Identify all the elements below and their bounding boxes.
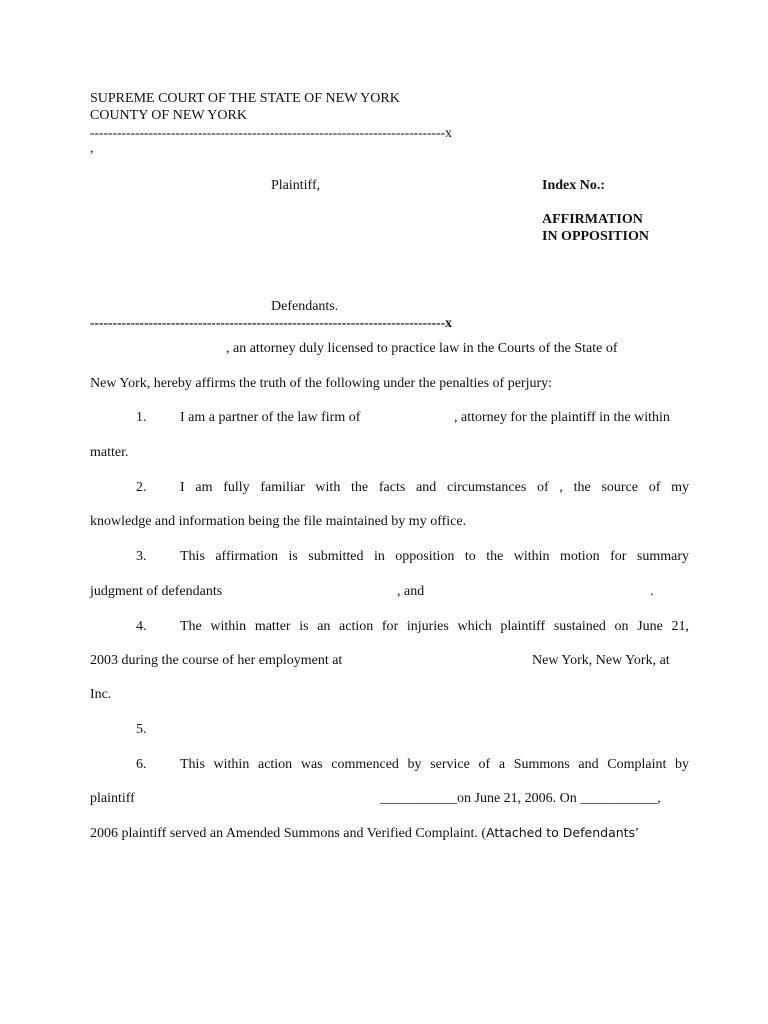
paragraph-number-6: 6. bbox=[136, 757, 147, 772]
caption-rule-top: -------------------------------------------------------------------------------x bbox=[90, 125, 452, 140]
paragraph-number-1: 1. bbox=[136, 410, 147, 425]
paragraph-3-line-1: This affirmation is submitted in opposition to the within motion for summary bbox=[180, 549, 689, 564]
paragraph-number-5: 5. bbox=[136, 722, 147, 737]
paragraph-6-line-2a: plaintiff bbox=[90, 791, 135, 806]
index-number-label: Index No.: bbox=[542, 178, 606, 193]
paragraph-6-line-3b: Attached to Defendants’ bbox=[486, 825, 640, 840]
paragraph-6-line-2b: ___________on June 21, 2006. On ___________, bbox=[380, 791, 661, 806]
paragraph-4-line-1: The within matter is an action for injuries which plaintiff sustained on June 21, bbox=[180, 619, 689, 634]
paragraph-4-line-2a: 2003 during the course of her employment at bbox=[90, 653, 343, 668]
county-name: COUNTY OF NEW YORK bbox=[90, 108, 247, 123]
caption-rule-bottom: -------------------------------------------------------------------------------x bbox=[90, 315, 452, 330]
paragraph-6-line-3 bbox=[90, 825, 639, 842]
paragraph-2-line-2: knowledge and information being the file maintained by my office. bbox=[90, 514, 467, 529]
paragraph-1-text-a: I am a partner of the law firm of bbox=[180, 410, 361, 425]
paragraph-number-4: 4. bbox=[136, 619, 147, 634]
paragraph-number-2: 2. bbox=[136, 480, 147, 495]
paragraph-1-line-2: matter. bbox=[90, 445, 129, 460]
intro-line-1: , an attorney duly licensed to practice law in the Courts of the State of bbox=[226, 341, 618, 356]
paragraph-3-line-2a: judgment of defendants bbox=[90, 584, 223, 599]
defendants-label: Defendants. bbox=[271, 299, 339, 314]
paragraph-4-line-2b: New York, New York, at bbox=[532, 653, 670, 668]
plaintiff-label: Plaintiff, bbox=[271, 178, 321, 193]
paragraph-4-line-3: Inc. bbox=[90, 687, 112, 702]
paragraph-6-line-1: This within action was commenced by service of a Summons and Complaint by bbox=[180, 757, 689, 772]
paragraph-6-line-3a: 2006 plaintiff served an Amended Summons and Verified Complaint. ( bbox=[90, 826, 487, 841]
document-title-line1: AFFIRMATION bbox=[542, 212, 643, 227]
party-comma: , bbox=[90, 141, 94, 156]
intro-line-2: New York, hereby affirms the truth of the following under the penalties of perjury: bbox=[90, 376, 553, 391]
court-name: SUPREME COURT OF THE STATE OF NEW YORK bbox=[90, 91, 400, 106]
paragraph-2-line-1: I am fully familiar with the facts and circumstances of , the source of my bbox=[180, 480, 689, 495]
paragraph-1-text-b: , attorney for the plaintiff in the within bbox=[454, 410, 670, 425]
paragraph-number-3: 3. bbox=[136, 549, 147, 564]
paragraph-3-line-2b: , and bbox=[397, 584, 425, 599]
paragraph-3-line-2c: . bbox=[650, 584, 654, 599]
document-title-line2: IN OPPOSITION bbox=[542, 229, 649, 244]
